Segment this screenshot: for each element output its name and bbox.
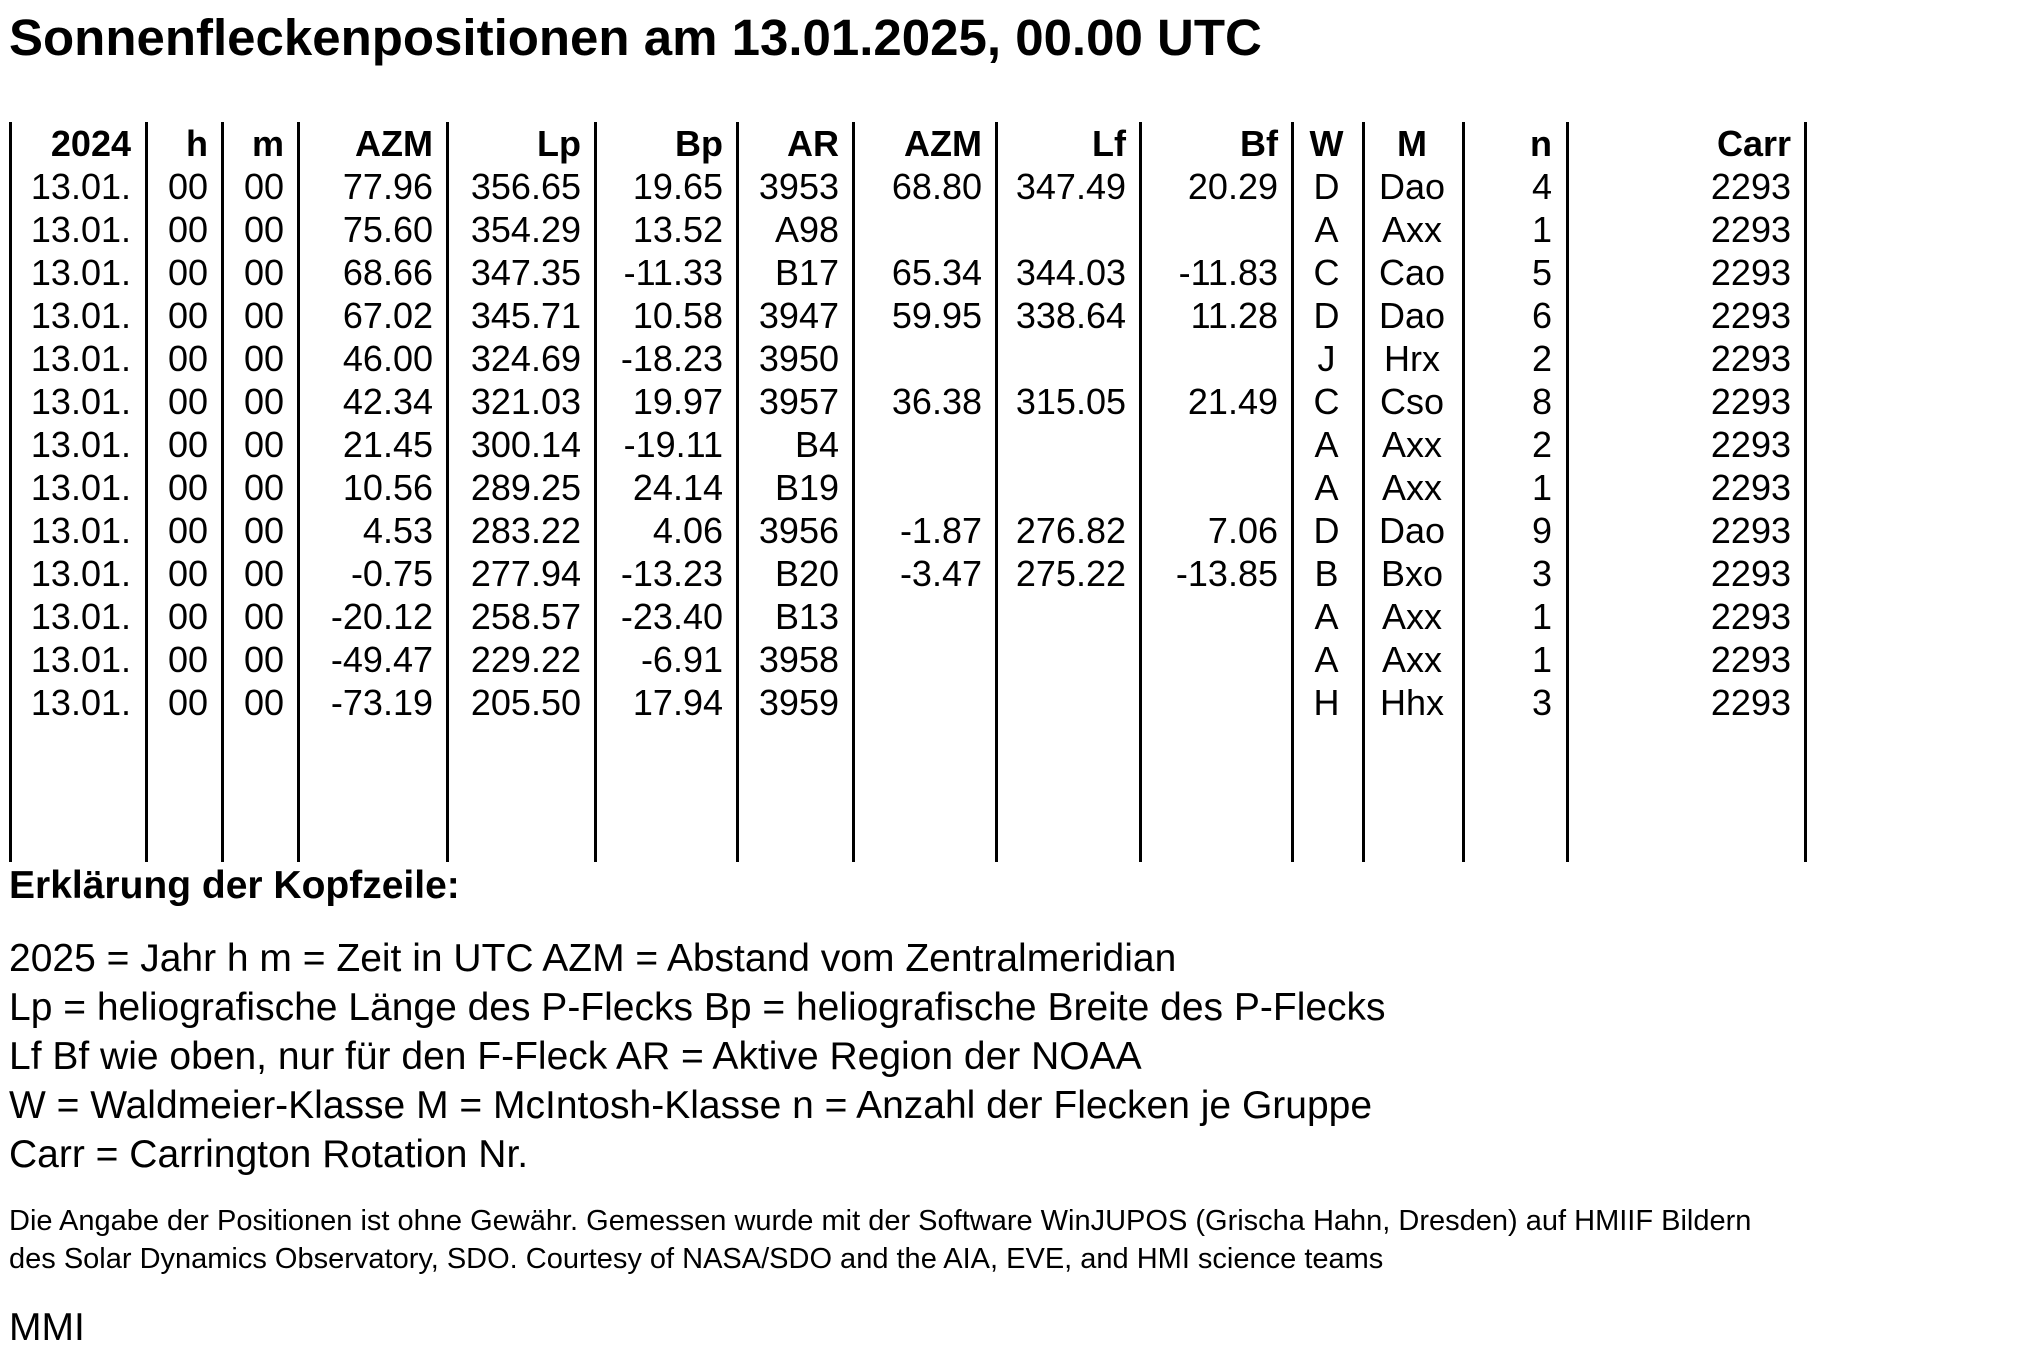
cell-date: 13.01. [30,424,131,465]
cell-count: 1 [1531,596,1552,637]
cell-count: 5 [1531,252,1552,293]
cell-carrington: 2293 [1710,553,1791,594]
cell-azm-p: 21.45 [342,424,433,465]
cell-azm-p: 4.53 [362,510,433,551]
cell-carrington: 2293 [1710,682,1791,723]
cell-carrington: 2293 [1710,209,1791,250]
cell-minute: 00 [243,682,284,723]
cell-minute: 00 [243,252,284,293]
header-lp: Lp [537,123,581,164]
cell-ar: 3950 [758,338,839,379]
cell-carrington: 2293 [1710,252,1791,293]
cell-carrington: 2293 [1710,596,1791,637]
cell-count: 1 [1531,209,1552,250]
cell-hour: 00 [167,338,208,379]
cell-date: 13.01. [30,166,131,207]
cell-ar: B19 [774,467,839,508]
header-bf: Bf [1240,123,1278,164]
cell-waldmeier: D [1313,295,1340,336]
cell-azm-f: -1.87 [899,510,982,551]
cell-lf: 344.03 [1015,252,1126,293]
cell-minute: 00 [243,596,284,637]
cell-carrington: 2293 [1710,510,1791,551]
cell-azm-f: 68.80 [891,166,982,207]
cell-bp: 10.58 [632,295,723,336]
cell-count: 6 [1531,295,1552,336]
cell-azm-p: 67.02 [342,295,433,336]
cell-minute: 00 [243,338,284,379]
cell-bf: -11.83 [1178,252,1278,293]
cell-ar: 3957 [758,381,839,422]
explanation-line: Carr = Carrington Rotation Nr. [9,1133,529,1176]
cell-bf: 11.28 [1190,295,1278,336]
cell-minute: 00 [243,424,284,465]
explanation-line: W = Waldmeier-Klasse M = McIntosh-Klasse n = Anzahl der Flecken je Gruppe [9,1084,1373,1127]
explanation-line: Lf Bf wie oben, nur für den F-Fleck AR = Aktive Region der NOAA [9,1035,1142,1078]
cell-waldmeier: B [1314,553,1339,594]
cell-lf: 315.05 [1015,381,1126,422]
explanation-line: 2025 = Jahr h m = Zeit in UTC AZM = Abstand vom Zentralmeridian [9,937,1177,980]
header-lf: Lf [1092,123,1126,164]
cell-azm-p: 10.56 [342,467,433,508]
cell-minute: 00 [243,639,284,680]
cell-azm-f: -3.47 [899,553,982,594]
column-divider [995,122,998,862]
cell-lp: 205.50 [470,682,581,723]
cell-waldmeier: A [1314,467,1339,508]
cell-azm-p: 42.34 [342,381,433,422]
cell-waldmeier: A [1314,424,1339,465]
cell-hour: 00 [167,424,208,465]
cell-azm-p: 77.96 [342,166,433,207]
cell-azm-p: -73.19 [330,682,433,723]
header-ar: AR [787,123,839,164]
cell-mcintosh: Axx [1381,209,1442,250]
cell-count: 1 [1531,639,1552,680]
cell-date: 13.01. [30,553,131,594]
cell-bp: -18.23 [620,338,723,379]
cell-waldmeier: H [1313,682,1340,723]
cell-hour: 00 [167,639,208,680]
page-title: Sonnenfleckenpositionen am 13.01.2025, 00.00 UTC [9,9,1262,66]
cell-azm-f: 36.38 [891,381,982,422]
cell-waldmeier: C [1313,381,1340,422]
cell-lp: 345.71 [470,295,581,336]
cell-azm-f: 65.34 [891,252,982,293]
column-divider [852,122,855,862]
cell-lf: 338.64 [1015,295,1126,336]
cell-azm-p: -20.12 [330,596,433,637]
header-azm-p: AZM [355,123,433,164]
cell-mcintosh: Axx [1381,424,1442,465]
cell-lp: 324.69 [470,338,581,379]
cell-bf: 21.49 [1187,381,1278,422]
cell-hour: 00 [167,166,208,207]
header-count: n [1530,123,1552,164]
cell-waldmeier: A [1314,596,1339,637]
header-waldmeier: W [1309,123,1344,164]
cell-hour: 00 [167,682,208,723]
cell-count: 8 [1531,381,1552,422]
cell-count: 3 [1531,682,1552,723]
cell-bp: 17.94 [632,682,723,723]
cell-date: 13.01. [30,252,131,293]
cell-minute: 00 [243,510,284,551]
cell-lp: 321.03 [470,381,581,422]
cell-azm-p: 75.60 [342,209,433,250]
cell-lp: 229.22 [470,639,581,680]
cell-bp: 4.06 [652,510,723,551]
cell-azm-f: 59.95 [891,295,982,336]
cell-carrington: 2293 [1710,166,1791,207]
cell-date: 13.01. [30,209,131,250]
explanation-heading: Erklärung der Kopfzeile: [9,864,460,907]
cell-date: 13.01. [30,338,131,379]
cell-ar: B4 [794,424,839,465]
cell-mcintosh: Axx [1381,596,1442,637]
cell-date: 13.01. [30,682,131,723]
cell-bp: -13.23 [620,553,723,594]
cell-minute: 00 [243,467,284,508]
cell-lp: 289.25 [470,467,581,508]
cell-bp: 24.14 [632,467,723,508]
cell-waldmeier: C [1313,252,1340,293]
cell-date: 13.01. [30,381,131,422]
header-hour: h [186,123,208,164]
cell-waldmeier: J [1317,338,1336,379]
cell-ar: 3956 [758,510,839,551]
header-carrington: Carr [1716,123,1791,164]
cell-minute: 00 [243,166,284,207]
column-divider [1139,122,1142,862]
cell-count: 9 [1531,510,1552,551]
cell-hour: 00 [167,596,208,637]
cell-lf: 347.49 [1015,166,1126,207]
sunspot-table [9,122,1809,862]
disclaimer-line: Die Angabe der Positionen ist ohne Gewähr. Gemessen wurde mit der Software WinJUPOS (Grischa Hahn, Dresden) auf HMIIF Bildern [9,1205,1752,1237]
cell-bp: 13.52 [632,209,723,250]
cell-ar: 3953 [758,166,839,207]
cell-mcintosh: Dao [1378,510,1446,551]
signature: MMI [9,1306,85,1349]
header-year: 2024 [50,123,131,164]
cell-bf: 7.06 [1207,510,1278,551]
cell-waldmeier: D [1313,510,1340,551]
cell-mcintosh: Cso [1379,381,1445,422]
cell-mcintosh: Axx [1381,639,1442,680]
cell-count: 2 [1531,424,1552,465]
cell-ar: B20 [774,553,839,594]
cell-lp: 354.29 [470,209,581,250]
cell-date: 13.01. [30,295,131,336]
cell-mcintosh: Hrx [1384,338,1440,379]
cell-bp: -11.33 [623,252,723,293]
cell-count: 1 [1531,467,1552,508]
cell-carrington: 2293 [1710,295,1791,336]
cell-bp: -6.91 [640,639,723,680]
cell-count: 3 [1531,553,1552,594]
cell-bp: -23.40 [620,596,723,637]
cell-hour: 00 [167,295,208,336]
cell-lp: 300.14 [470,424,581,465]
disclaimer-line: des Solar Dynamics Observatory, SDO. Courtesy of NASA/SDO and the AIA, EVE, and HMI science teams [9,1243,1384,1275]
cell-date: 13.01. [30,639,131,680]
cell-hour: 00 [167,252,208,293]
cell-waldmeier: A [1314,209,1339,250]
cell-lp: 347.35 [470,252,581,293]
cell-bp: 19.65 [632,166,723,207]
header-azm-f: AZM [904,123,982,164]
cell-ar: 3959 [758,682,839,723]
disclaimer [9,1202,2029,1278]
cell-minute: 00 [243,553,284,594]
cell-carrington: 2293 [1710,424,1791,465]
cell-waldmeier: D [1313,166,1340,207]
cell-azm-p: 46.00 [342,338,433,379]
cell-mcintosh: Dao [1378,166,1446,207]
cell-mcintosh: Cao [1378,252,1446,293]
cell-azm-p: -0.75 [350,553,433,594]
cell-bf: 20.29 [1187,166,1278,207]
header-bp: Bp [675,123,723,164]
cell-carrington: 2293 [1710,639,1791,680]
cell-mcintosh: Bxo [1380,553,1444,594]
cell-azm-p: -49.47 [330,639,433,680]
cell-hour: 00 [167,209,208,250]
cell-ar: B13 [774,596,839,637]
cell-ar: A98 [774,209,839,250]
cell-mcintosh: Axx [1381,467,1442,508]
cell-lp: 258.57 [470,596,581,637]
cell-minute: 00 [243,381,284,422]
cell-ar: 3947 [758,295,839,336]
explanation-body [9,934,1386,1179]
cell-lp: 356.65 [470,166,581,207]
cell-ar: 3958 [758,639,839,680]
cell-hour: 00 [167,510,208,551]
cell-hour: 00 [167,553,208,594]
cell-hour: 00 [167,467,208,508]
header-mcintosh: M [1397,123,1427,164]
cell-bf: -13.85 [1175,553,1278,594]
cell-waldmeier: A [1314,639,1339,680]
cell-bp: -19.11 [623,424,723,465]
cell-minute: 00 [243,209,284,250]
cell-lp: 277.94 [470,553,581,594]
cell-minute: 00 [243,295,284,336]
header-minute: m [251,123,284,164]
cell-count: 2 [1531,338,1552,379]
cell-bp: 19.97 [632,381,723,422]
explanation-line: Lp = heliografische Länge des P-Flecks Bp = heliografische Breite des P-Flecks [9,986,1386,1029]
cell-date: 13.01. [30,467,131,508]
column-divider [1804,122,1807,862]
cell-count: 4 [1531,166,1552,207]
cell-hour: 00 [167,381,208,422]
cell-carrington: 2293 [1710,467,1791,508]
cell-carrington: 2293 [1710,381,1791,422]
cell-lp: 283.22 [470,510,581,551]
cell-mcintosh: Dao [1378,295,1446,336]
cell-date: 13.01. [30,510,131,551]
cell-mcintosh: Hhx [1379,682,1445,723]
cell-date: 13.01. [30,596,131,637]
cell-lf: 275.22 [1015,553,1126,594]
cell-carrington: 2293 [1710,338,1791,379]
cell-azm-p: 68.66 [342,252,433,293]
cell-ar: B17 [774,252,839,293]
cell-lf: 276.82 [1015,510,1126,551]
